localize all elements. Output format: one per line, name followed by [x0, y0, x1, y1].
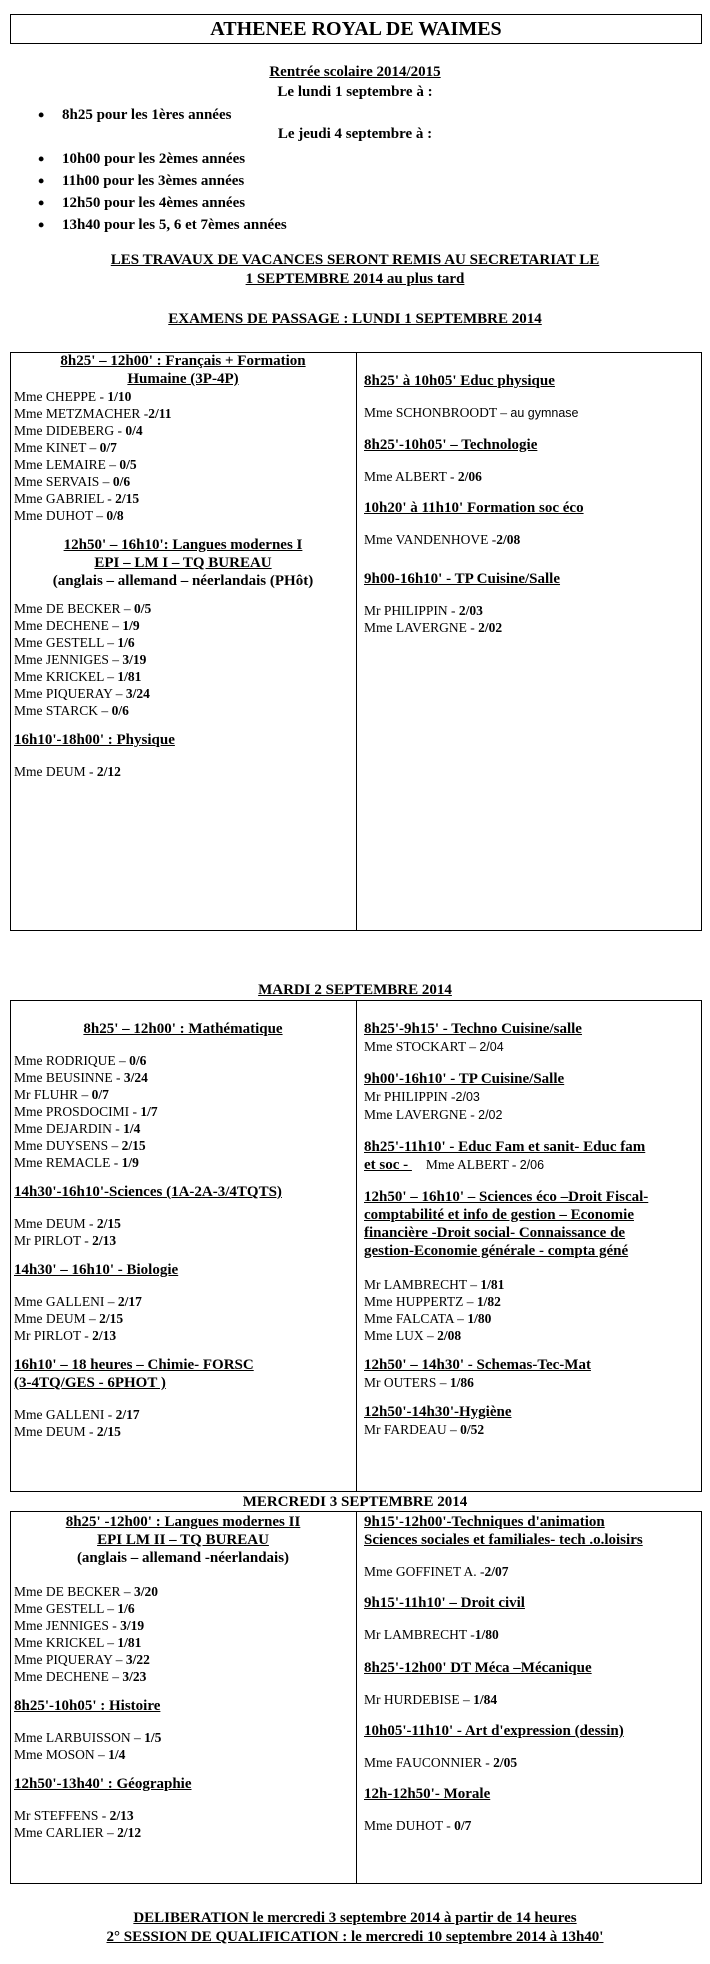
lundi-left — [14, 352, 352, 780]
travaux-line2: 1 SEPTEMBRE 2014 au plus tard — [245, 271, 465, 287]
section-heading: Humaine (3P-4P) — [127, 371, 239, 387]
list-item: Mme DEJARDIN - 1/4 — [14, 1121, 141, 1136]
rentree-jeudi: Le jeudi 4 septembre à : — [277, 126, 433, 142]
list-item: Mme STOCKART – 2/04 — [364, 1039, 504, 1054]
section-heading: 8h25'-10h05' – Technologie — [364, 437, 538, 453]
section-heading: 8h25'-10h05' : Histoire — [14, 1698, 161, 1714]
section-heading: 12h50'-14h30'-Hygiène — [364, 1404, 512, 1420]
section-heading: 8h25'-12h00' DT Méca –Mécanique — [364, 1660, 592, 1676]
list-item: Mme DUHOT – 0/8 — [14, 508, 124, 523]
list-item: Mme LARBUISSON – 1/5 — [14, 1730, 162, 1745]
lundi-divider — [356, 352, 357, 931]
list-item: Mme KINET – 0/7 — [14, 440, 117, 455]
mercredi-left — [14, 1513, 352, 1841]
section-heading: gestion-Economie générale - compta géné — [364, 1243, 629, 1259]
list-item: Mme LAVERGNE - 2/02 — [364, 620, 503, 635]
list-item: Mme FALCATA – 1/80 — [364, 1311, 492, 1326]
list-item: Mme STARCK – 0/6 — [14, 703, 129, 718]
list-item: • 12h50 pour les 4èmes années — [8, 192, 608, 214]
section-heading: 10h05'-11h10' - Art d'expression (dessin) — [364, 1723, 624, 1739]
section-heading: 12h50' – 14h30' - Schemas-Tec-Mat — [364, 1357, 591, 1373]
footer-line1: DELIBERATION le mercredi 3 septembre 2014 à partir de 14 heures — [133, 1910, 577, 1926]
mardi-left — [14, 1020, 352, 1440]
section-heading: 9h15'-11h10' – Droit civil — [364, 1595, 525, 1611]
section-heading: comptabilité et info de gestion – Economie — [364, 1207, 634, 1223]
section-heading: 12h-12h50'- Morale — [364, 1786, 491, 1802]
section-heading: financière -Droit social- Connaissance de — [364, 1225, 626, 1241]
section-heading: 16h10'-18h00' : Physique — [14, 732, 175, 748]
mercredi-title: MERCREDI 3 SEPTEMBRE 2014 — [242, 1494, 468, 1510]
list-item: • 11h00 pour les 3èmes années — [8, 170, 608, 192]
list-item: Mme GESTELL – 1/6 — [14, 1601, 135, 1616]
list-item: Mr OUTERS – 1/86 — [364, 1375, 474, 1390]
section-heading: 12h50'-13h40' : Géographie — [14, 1776, 192, 1792]
section-heading: 9h15'-12h00'-Techniques d'animation — [364, 1514, 605, 1530]
list-item: Mme HUPPERTZ – 1/82 — [364, 1294, 501, 1309]
list-item: Mme VANDENHOVE -2/08 — [364, 532, 521, 547]
list-item: Mme KRICKEL – 1/81 — [14, 669, 142, 684]
mercredi-right — [364, 1513, 698, 1834]
lundi-list — [8, 104, 608, 126]
footer-line2: 2° SESSION DE QUALIFICATION : le mercredi 10 septembre 2014 à 13h40' — [106, 1929, 604, 1945]
section-heading: 12h50' – 16h10': Langues modernes I — [63, 537, 303, 553]
list-item: Mme DECHENE – 3/23 — [14, 1669, 147, 1684]
list-item: Mme DUYSENS – 2/15 — [14, 1138, 146, 1153]
section-heading: 8h25' -12h00' : Langues modernes II — [65, 1514, 301, 1530]
list-item: Mr STEFFENS - 2/13 — [14, 1808, 134, 1823]
list-item: Mme PROSDOCIMI - 1/7 — [14, 1104, 158, 1119]
mardi-right — [364, 1020, 698, 1438]
list-item: Mme DEUM - 2/15 — [14, 1424, 121, 1439]
mardi-divider — [356, 1000, 357, 1492]
list-item: Mme GABRIEL - 2/15 — [14, 491, 140, 506]
list-item: Mme DUHOT - 0/7 — [364, 1818, 472, 1833]
list-item: Mme LUX – 2/08 — [364, 1328, 462, 1343]
list-item: Mme GESTELL – 1/6 — [14, 635, 135, 650]
list-item: Mme METZMACHER -2/11 — [14, 406, 172, 421]
rentree-heading: Rentrée scolaire 2014/2015 — [269, 64, 441, 80]
list-item: Mme LEMAIRE – 0/5 — [14, 457, 137, 472]
section-subheading: (anglais – allemand – néerlandais (PHôt) — [52, 573, 314, 589]
list-item: • 10h00 pour les 2èmes années — [8, 148, 608, 170]
list-item: Mme DECHENE – 1/9 — [14, 618, 140, 633]
section-heading: 8h25' – 12h00' : Français + Formation — [60, 353, 306, 369]
list-item: Mme DEUM - 2/12 — [14, 764, 121, 779]
mardi-title: MARDI 2 SEPTEMBRE 2014 — [258, 982, 452, 998]
page-title: ATHENEE ROYAL DE WAIMES — [10, 14, 702, 44]
travaux-line1: LES TRAVAUX DE VACANCES SERONT REMIS AU SECRETARIAT LE — [110, 252, 600, 268]
list-item: Mme LAVERGNE - 2/02 — [364, 1107, 503, 1122]
section-heading: 9h00'-16h10' - TP Cuisine/Salle — [364, 1071, 565, 1087]
list-item: Mr PIRLOT - 2/13 — [14, 1233, 117, 1248]
list-item: Mme CHEPPE - 1/10 — [14, 389, 132, 404]
section-heading: 16h10' – 18 heures – Chimie- FORSC — [14, 1357, 254, 1373]
section-heading: 12h50' – 16h10' – Sciences éco –Droit Fiscal- — [364, 1189, 649, 1205]
list-item: Mr PHILIPPIN - 2/03 — [364, 603, 483, 618]
section-heading: 10h20' à 11h10' Formation soc éco — [364, 500, 584, 516]
list-item: Mr FARDEAU – 0/52 — [364, 1422, 485, 1437]
list-item: Mme PIQUERAY – 3/24 — [14, 686, 150, 701]
list-item: • 13h40 pour les 5, 6 et 7èmes années — [8, 214, 608, 236]
list-item: et soc - Mme ALBERT - 2/06 — [364, 1157, 545, 1173]
list-item: Mme CARLIER – 2/12 — [14, 1825, 142, 1840]
list-item: Mr PIRLOT - 2/13 — [14, 1328, 117, 1343]
section-heading: Sciences sociales et familiales- tech .o.loisirs — [364, 1532, 643, 1548]
section-heading: 8h25' – 12h00' : Mathématique — [83, 1021, 283, 1037]
section-subheading: (anglais – allemand -néerlandais) — [76, 1550, 290, 1566]
section-heading: 8h25' à 10h05' Educ physique — [364, 373, 555, 389]
lundi-right — [364, 372, 698, 636]
list-item: Mme DIDEBERG - 0/4 — [14, 423, 143, 438]
list-item: Mr PHILIPPIN -2/03 — [364, 1089, 480, 1104]
list-item: Mr LAMBRECHT -1/80 — [364, 1627, 499, 1642]
list-item: Mme FAUCONNIER - 2/05 — [364, 1755, 518, 1770]
section-heading: (3-4TQ/GES - 6PHOT ) — [14, 1375, 166, 1391]
mercredi-divider — [356, 1511, 357, 1884]
list-item: Mme ALBERT - 2/06 — [364, 469, 482, 484]
list-item: Mme PIQUERAY – 3/22 — [14, 1652, 150, 1667]
list-item: Mr FLUHR – 0/7 — [14, 1087, 109, 1102]
list-item: Mme DE BECKER – 0/5 — [14, 601, 152, 616]
list-item: Mr LAMBRECHT – 1/81 — [364, 1277, 505, 1292]
list-item: Mme DEUM – 2/15 — [14, 1311, 124, 1326]
section-heading: 8h25'-9h15' - Techno Cuisine/salle — [364, 1021, 582, 1037]
section-heading: EPI – LM I – TQ BUREAU — [94, 555, 272, 571]
jeudi-list — [8, 148, 608, 236]
list-item: Mr HURDEBISE – 1/84 — [364, 1692, 498, 1707]
rentree-lundi: Le lundi 1 septembre à : — [277, 84, 433, 100]
list-item: • 8h25 pour les 1ères années — [8, 104, 608, 126]
list-item: Mme DE BECKER – 3/20 — [14, 1584, 159, 1599]
list-item: Mme JENNIGES – 3/19 — [14, 652, 147, 667]
list-item: Mme RODRIQUE – 0/6 — [14, 1053, 147, 1068]
list-item: Mme BEUSINNE - 3/24 — [14, 1070, 148, 1085]
list-item: Mme GALLENI - 2/17 — [14, 1407, 140, 1422]
list-item: Mme JENNIGES - 3/19 — [14, 1618, 145, 1633]
section-heading: EPI LM II – TQ BUREAU — [97, 1532, 269, 1548]
lundi-title: EXAMENS DE PASSAGE : LUNDI 1 SEPTEMBRE 2014 — [168, 311, 542, 327]
section-heading: 8h25'-11h10' - Educ Fam et sanit- Educ fam — [364, 1139, 646, 1155]
section-heading: 14h30' – 16h10' - Biologie — [14, 1262, 179, 1278]
list-item: Mme KRICKEL – 1/81 — [14, 1635, 142, 1650]
list-item: Mme SCHONBROODT – au gymnase — [364, 405, 579, 420]
section-heading: 9h00-16h10' - TP Cuisine/Salle — [364, 571, 561, 587]
list-item: Mme GALLENI – 2/17 — [14, 1294, 142, 1309]
section-heading: 14h30'-16h10'-Sciences (1A-2A-3/4TQTS) — [14, 1184, 282, 1200]
list-item: Mme REMACLE - 1/9 — [14, 1155, 139, 1170]
list-item: Mme SERVAIS – 0/6 — [14, 474, 131, 489]
list-item: Mme GOFFINET A. -2/07 — [364, 1564, 509, 1579]
list-item: Mme DEUM - 2/15 — [14, 1216, 121, 1231]
list-item: Mme MOSON – 1/4 — [14, 1747, 126, 1762]
